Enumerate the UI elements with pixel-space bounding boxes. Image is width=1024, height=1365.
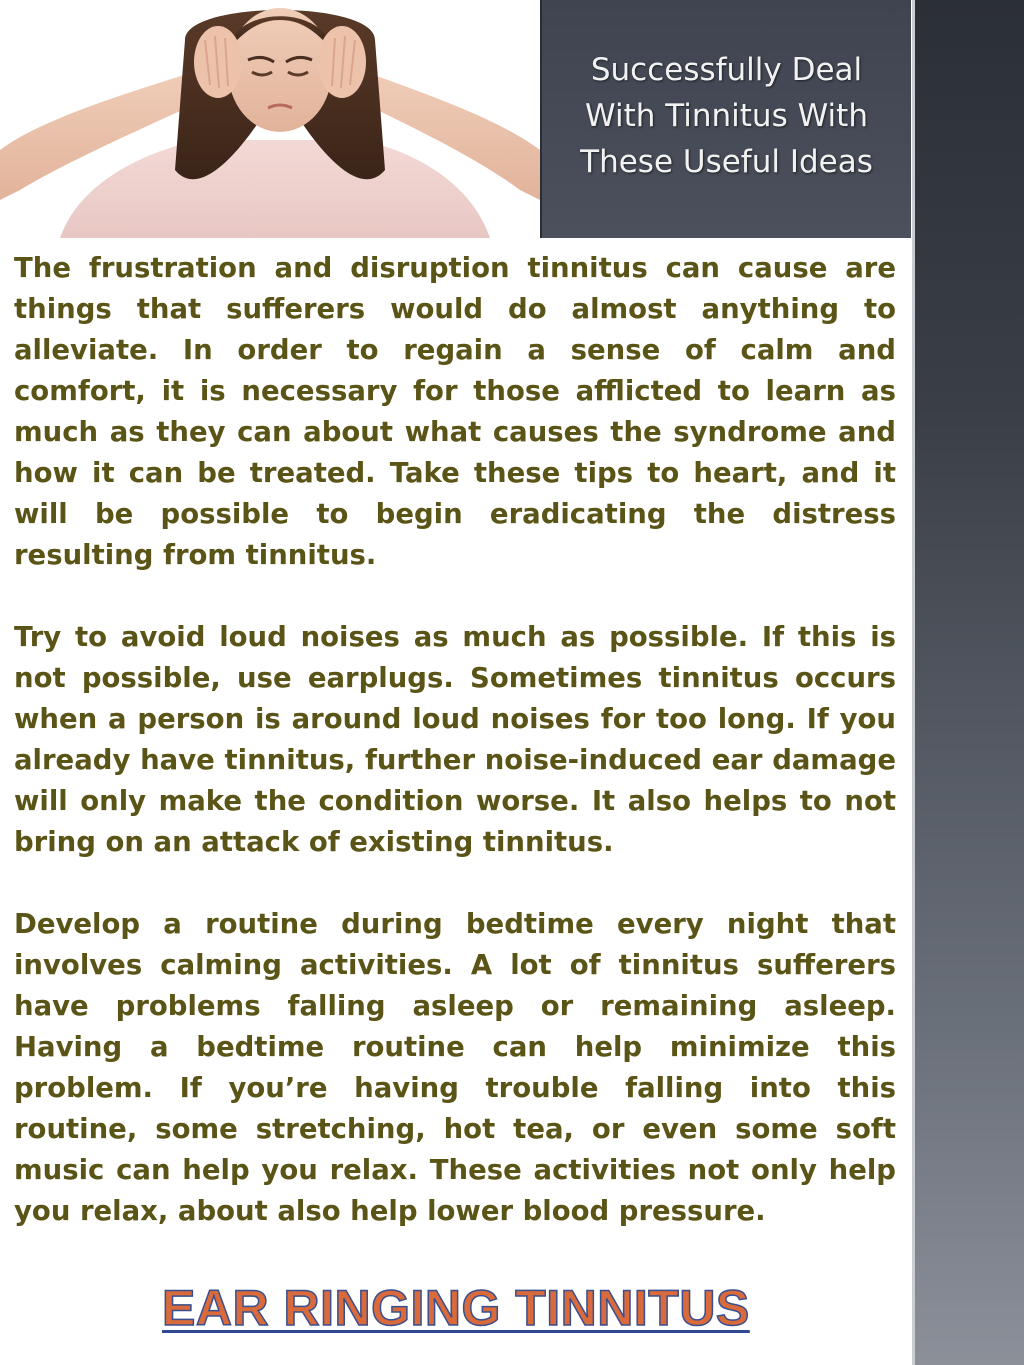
ear-ringing-tinnitus-link[interactable]: EAR RINGING TINNITUS bbox=[162, 1280, 750, 1336]
page-title bbox=[580, 47, 873, 185]
header-photo bbox=[0, 0, 540, 238]
paragraph-bedtime-routine: Develop a routine during bedtime every night that involves calming activities. A lot of tinnitus sufferers have problems falling asleep or remaining asleep. Having a bedtime routine can help minimize this problem. If you’re having trouble falling into this routine, some stretching, hot tea, or even some soft music can help you relax. These activities not only help you relax, about also help lower blood pressure. bbox=[14, 908, 896, 1227]
article-body bbox=[14, 248, 896, 1273]
paragraph-loud-noises: Try to avoid loud noises as much as possible. If this is not possible, use earplugs. Sometimes tinnitus occurs when a person is around loud noises for too long. If you already have tinnitus, further noise-induced ear damage will only make the condition worse. It also helps to not bring on an attack of existing tinnitus. bbox=[14, 621, 896, 858]
side-decorative-strip bbox=[912, 0, 1024, 1365]
title-line-1: Successfully Deal bbox=[590, 52, 863, 88]
woman-covering-ears-image bbox=[0, 0, 540, 238]
title-banner bbox=[540, 0, 911, 238]
paragraph-intro: The frustration and disruption tinnitus can cause are things that sufferers would do almost anything to alleviate. In order to regain a sense of calm and comfort, it is necessary for those afflicted to learn as much as they can about what causes the syndrome and how it can be treated. Take these tips to heart, and it will be possible to begin eradicating the distress resulting from tinnitus. bbox=[14, 252, 896, 571]
title-line-3: These Useful Ideas bbox=[580, 144, 873, 180]
title-line-2: With Tinnitus With bbox=[585, 98, 868, 134]
